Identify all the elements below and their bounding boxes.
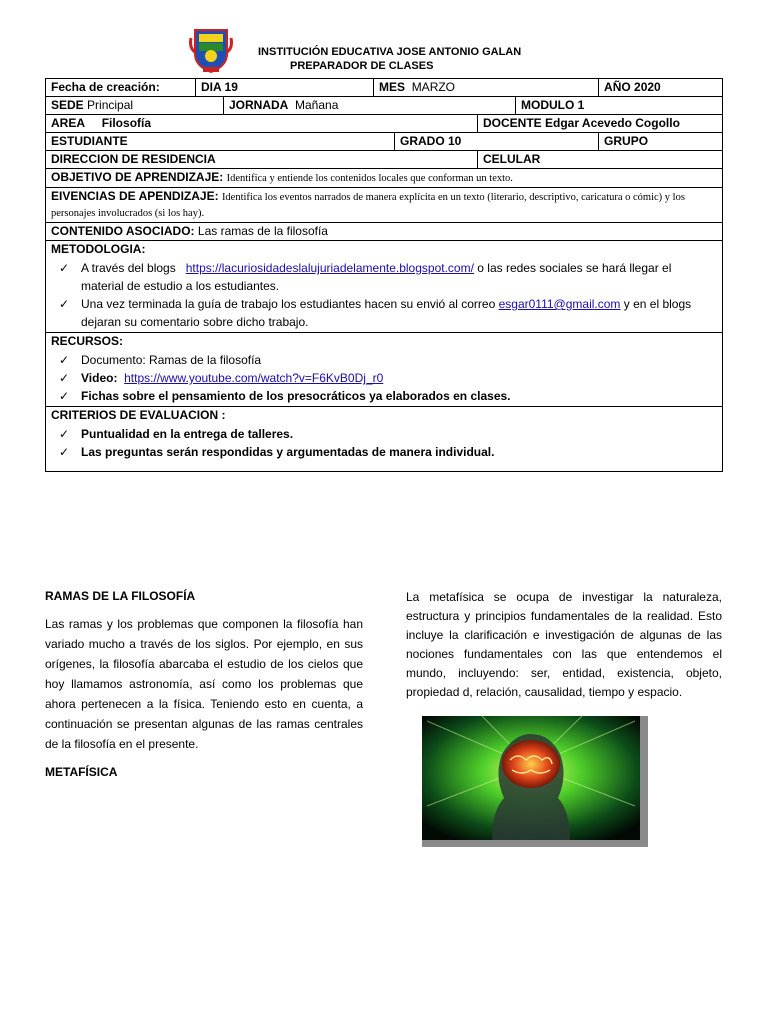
school-crest-icon bbox=[189, 26, 233, 74]
criterio-item: ✓ Las preguntas serán respondidas y argumentadas de manera individual. bbox=[59, 445, 495, 459]
celular-cell: CELULAR bbox=[478, 151, 723, 169]
article-left-column bbox=[45, 588, 363, 790]
docente-cell: DOCENTE Edgar Acevedo Cogollo bbox=[478, 115, 723, 133]
fecha-label: Fecha de creación: bbox=[46, 79, 196, 97]
article-intro: Las ramas y los problemas que componen la filosofía han variado mucho a través de los siglos. Por ejemplo, en sus orígenes, la filosofía abarcaba el estudio de los cielos que hoy llamamos astronomía, así como los problemas que ahora pertenecen a la física. Teniendo esto en cuenta, a continuación se presentan algunas de las ramas centrales de la filosofía en el presente. bbox=[45, 617, 363, 751]
metodologia-item: ✓ A través del blogs https://lacuriosidadeslalujuriadelamente.blogspot.com/ o las redes sociales se hará llegar el material de estudio a los estudiantes. bbox=[59, 261, 672, 293]
check-icon: ✓ bbox=[59, 371, 70, 385]
objetivo-cell: OBJETIVO DE APRENDIZAJE: Identifica y entiende los contenidos locales que conforman un texto. bbox=[46, 169, 723, 188]
check-icon: ✓ bbox=[59, 389, 70, 403]
article-title: RAMAS DE LA FILOSOFÍA bbox=[45, 589, 196, 603]
recurso-item: ✓ Video: https://www.youtube.com/watch?v=F6KvB0Dj_r0 bbox=[59, 371, 384, 385]
jornada-cell: JORNADA Mañana bbox=[224, 97, 516, 115]
recurso-item: ✓ Documento: Ramas de la filosofía bbox=[59, 353, 262, 367]
estudiante-cell: ESTUDIANTE bbox=[46, 133, 395, 151]
recurso-item: ✓ Fichas sobre el pensamiento de los presocráticos ya elaborados en clases. bbox=[59, 389, 511, 403]
grupo-cell: GRUPO bbox=[599, 133, 723, 151]
class-planner-table bbox=[45, 78, 723, 472]
glowing-brain-head-image bbox=[422, 716, 640, 840]
mes-cell: MES MARZO bbox=[374, 79, 599, 97]
check-icon: ✓ bbox=[59, 261, 70, 275]
brain-image-frame bbox=[422, 716, 648, 847]
video-link[interactable]: https://www.youtube.com/watch?v=F6KvB0Dj_r0 bbox=[124, 371, 384, 385]
metodologia-item: ✓ Una vez terminada la guía de trabajo los estudiantes hacen su envió al correo esgar0111@gmail.com y en el blogs dejaran su comentario sobre dicho trabajo. bbox=[59, 297, 692, 329]
anio-cell: AÑO 2020 bbox=[599, 79, 723, 97]
recursos-cell: RECURSOS: ✓ Documento: Ramas de la filosofía ✓ Video: https://www.youtube.com/watch?v=F6KvB0Dj_r0 ✓ Fichas sobre el pensamiento de los presocráticos ya elaborados en clases. bbox=[46, 333, 723, 407]
check-icon: ✓ bbox=[59, 427, 70, 441]
direccion-cell: DIRECCION DE RESIDENCIA bbox=[46, 151, 478, 169]
criterios-cell: CRITERIOS DE EVALUACION : ✓ Puntualidad en la entrega de talleres. ✓ Las preguntas serán respondidas y argumentadas de manera individual. bbox=[46, 407, 723, 472]
area-cell: AREA Filosofía bbox=[46, 115, 478, 133]
evidencias-cell: EIVENCIAS DE APENDIZAJE: Identifica los eventos narrados de manera explícita en un texto (literario, descriptivo, caricatura o cómic) y los personajes involucrados (si los hay). bbox=[46, 188, 723, 223]
sede-cell: SEDE Principal bbox=[46, 97, 224, 115]
check-icon: ✓ bbox=[59, 353, 70, 367]
institution-name: INSTITUCIÓN EDUCATIVA JOSE ANTONIO GALAN bbox=[258, 46, 522, 58]
contenido-cell: CONTENIDO ASOCIADO: Las ramas de la filosofía bbox=[46, 223, 723, 241]
email-link[interactable]: esgar0111@gmail.com bbox=[498, 297, 621, 311]
section-title: METAFÍSICA bbox=[45, 765, 118, 779]
check-icon: ✓ bbox=[59, 297, 70, 311]
modulo-cell: MODULO 1 bbox=[516, 97, 723, 115]
grado-cell: GRADO 10 bbox=[395, 133, 599, 151]
criterio-item: ✓ Puntualidad en la entrega de talleres. bbox=[59, 427, 294, 441]
document-subtitle: PREPARADOR DE CLASES bbox=[290, 60, 434, 72]
blog-link[interactable]: https://lacuriosidadeslalujuriadelamente.blogspot.com/ bbox=[185, 261, 474, 275]
metafisica-paragraph: La metafísica se ocupa de investigar la naturaleza, estructura y principios fundamentales de la realidad. Esto incluye la clarificación e investigación de algunas de las nociones fundamentales con las que entendemos el mundo, incluyendo: ser, entidad, existencia, objeto, propiedad d, relación, causalidad, tiempo y espacio. bbox=[406, 590, 722, 699]
check-icon: ✓ bbox=[59, 445, 70, 459]
dia-cell: DIA 19 bbox=[196, 79, 374, 97]
metodologia-cell: METODOLOGIA: ✓ A través del blogs https://lacuriosidadeslalujuriadelamente.blogspot.com/ o las redes sociales se hará llegar el material de estudio a los estudiantes. ✓ Una vez terminada la guía de trabajo los estudiantes hacen su envió al correo esgar0111@gmail.com y en el blogs dejaran su comentario sobre dicho trabajo. bbox=[46, 241, 723, 333]
